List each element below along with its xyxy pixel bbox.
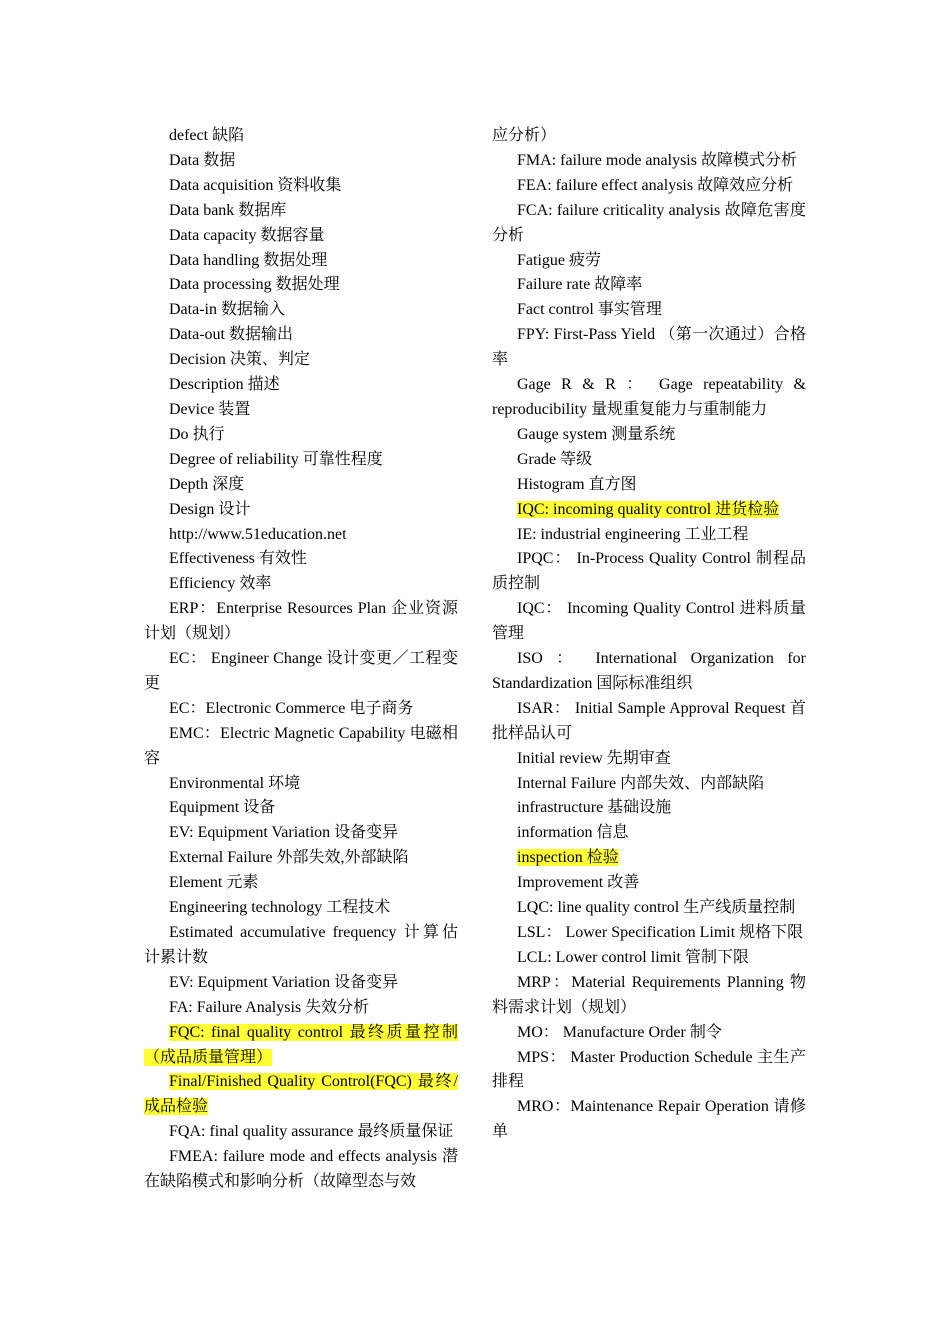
glossary-entry-text: ISAR： Initial Sample Approval Request 首批样品认可 — [492, 699, 806, 742]
glossary-entry — [144, 224, 458, 249]
glossary-entry-text: Histogram 直方图 — [517, 475, 637, 493]
glossary-entry — [144, 348, 458, 373]
glossary-entry-text: FQA: final quality assurance 最终质量保证 — [169, 1123, 454, 1141]
glossary-entry-text: IQC： Incoming Quality Control 进料质量管理 — [492, 600, 806, 643]
glossary-entry-text: Fatigue 疲劳 — [517, 251, 601, 269]
glossary-entry-text: Environmental 环境 — [169, 774, 301, 792]
glossary-entry — [144, 971, 458, 996]
glossary-entry — [144, 498, 458, 523]
glossary-entry-text: http://www.51education.net — [169, 525, 347, 543]
glossary-entry — [144, 273, 458, 298]
glossary-entry — [492, 523, 806, 548]
glossary-entry — [144, 846, 458, 871]
glossary-entry — [492, 821, 806, 846]
glossary-entry — [492, 448, 806, 473]
glossary-entry — [492, 199, 806, 249]
glossary-entry — [144, 1070, 458, 1120]
glossary-entry-text: MO： Manufacture Order 制令 — [517, 1023, 722, 1041]
glossary-entry — [144, 547, 458, 572]
glossary-entry — [144, 448, 458, 473]
glossary-entry-text: Data acquisition 资料收集 — [169, 176, 342, 194]
glossary-entry — [144, 996, 458, 1021]
glossary-entry-text: Data processing 数据处理 — [169, 276, 340, 294]
glossary-entry-text: FA: Failure Analysis 失效分析 — [169, 998, 370, 1016]
glossary-entry — [144, 398, 458, 423]
glossary-entry — [144, 1120, 458, 1145]
glossary-entry — [492, 896, 806, 921]
glossary-entry — [492, 796, 806, 821]
glossary-entry-text: FQC: final quality control 最终质量控制（成品质量管理） — [144, 1023, 458, 1066]
glossary-entry-text: Gauge system 测量系统 — [517, 425, 676, 443]
glossary-entry-text: Do 执行 — [169, 425, 225, 443]
glossary-entry — [144, 896, 458, 921]
glossary-entry-text: Fact control 事实管理 — [517, 301, 662, 319]
glossary-entry — [144, 597, 458, 647]
glossary-entry-text: IQC: incoming quality control 进货检验 — [517, 500, 780, 518]
glossary-entry-text: Final/Finished Quality Control(FQC) 最终/成品检验 — [144, 1073, 458, 1116]
glossary-entry-text: IPQC： In-Process Quality Control 制程品质控制 — [492, 550, 806, 593]
glossary-entry — [144, 697, 458, 722]
glossary-entry-text: MRP：Material Requirements Planning 物料需求计划（规划） — [492, 973, 806, 1016]
right-column — [492, 124, 806, 1145]
glossary-entry — [144, 473, 458, 498]
glossary-entry-text: EMC：Electric Magnetic Capability 电磁相容 — [144, 724, 458, 767]
glossary-entry — [144, 149, 458, 174]
glossary-entry — [492, 373, 806, 423]
glossary-entry-text: EV: Equipment Variation 设备变异 — [169, 824, 399, 842]
glossary-entry — [144, 124, 458, 149]
glossary-entry — [144, 373, 458, 398]
glossary-entry-text: Efficiency 效率 — [169, 575, 272, 593]
glossary-entry — [144, 772, 458, 797]
glossary-entry — [492, 298, 806, 323]
glossary-entry-text: Initial review 先期审查 — [517, 749, 671, 767]
glossary-entry — [144, 572, 458, 597]
glossary-entry — [144, 1145, 458, 1195]
glossary-entry — [492, 647, 806, 697]
glossary-entry — [492, 249, 806, 274]
glossary-entry-text: Internal Failure 内部失效、内部缺陷 — [517, 774, 765, 792]
glossary-entry-text: Data handling 数据处理 — [169, 251, 328, 269]
glossary-entry-text: LCL: Lower control limit 管制下限 — [517, 948, 749, 966]
glossary-entry-text: inspection 检验 — [517, 849, 619, 867]
glossary-entry-text: Data-in 数据输入 — [169, 301, 285, 319]
glossary-entry — [492, 871, 806, 896]
glossary-entry — [492, 174, 806, 199]
glossary-entry — [492, 772, 806, 797]
glossary-entry-text: Depth 深度 — [169, 475, 245, 493]
glossary-entry-text: EC：Electronic Commerce 电子商务 — [169, 699, 414, 717]
glossary-entry — [144, 323, 458, 348]
glossary-entry — [144, 722, 458, 772]
left-column — [144, 124, 458, 1195]
glossary-entry — [492, 1021, 806, 1046]
glossary-entry-text: Improvement 改善 — [517, 874, 640, 892]
glossary-entry — [492, 547, 806, 597]
glossary-entry — [492, 971, 806, 1021]
glossary-entry-text: Device 装置 — [169, 400, 251, 418]
glossary-entry — [144, 921, 458, 971]
glossary-entry-text: FCA: failure criticality analysis 故障危害度分析 — [492, 201, 806, 244]
glossary-entry — [492, 1046, 806, 1096]
glossary-entry-text: Engineering technology 工程技术 — [169, 899, 391, 917]
glossary-entry-text: Grade 等级 — [517, 450, 593, 468]
glossary-entry — [492, 846, 806, 871]
glossary-entry-text: ISO ： International Organization for Standardization 国际标准组织 — [492, 650, 806, 692]
glossary-entry — [492, 946, 806, 971]
glossary-entry-text: FPY: First-Pass Yield （第一次通过）合格率 — [492, 326, 806, 369]
glossary-entry-text: Data-out 数据输出 — [169, 326, 293, 344]
glossary-entry-text: Failure rate 故障率 — [517, 276, 643, 294]
glossary-entry-text: IE: industrial engineering 工业工程 — [517, 525, 749, 543]
glossary-entry-text: Element 元素 — [169, 874, 259, 892]
glossary-entry — [144, 523, 458, 548]
glossary-entry — [492, 921, 806, 946]
glossary-entry-text: infrastructure 基础设施 — [517, 799, 672, 817]
glossary-entry — [144, 871, 458, 896]
glossary-entry — [492, 323, 806, 373]
glossary-entry-text: Data bank 数据库 — [169, 201, 287, 219]
glossary-entry-text: MRO：Maintenance Repair Operation 请修单 — [492, 1098, 806, 1141]
glossary-entry-text: Estimated accumulative frequency 计算估计累计数 — [144, 924, 458, 966]
glossary-entry-text: Description 描述 — [169, 376, 280, 394]
glossary-entry-text: Gage R & R ： Gage repeatability & reproducibility 量规重复能力与重制能力 — [492, 376, 806, 418]
glossary-entry — [144, 249, 458, 274]
glossary-entry — [144, 298, 458, 323]
glossary-entry — [492, 498, 806, 523]
glossary-entry-text: Data 数据 — [169, 151, 236, 169]
glossary-entry-text: Degree of reliability 可靠性程度 — [169, 450, 383, 468]
glossary-entry — [144, 796, 458, 821]
glossary-entry-text: Data capacity 数据容量 — [169, 226, 325, 244]
glossary-entry-text: information 信息 — [517, 824, 629, 842]
glossary-entry-text: defect 缺陷 — [169, 127, 245, 144]
glossary-entry-text: 应分析） — [492, 127, 557, 144]
glossary-entry-text: EC： Engineer Change 设计变更／工程变更 — [144, 650, 458, 692]
glossary-entry — [144, 174, 458, 199]
glossary-entry-text: LSL： Lower Specification Limit 规格下限 — [517, 924, 804, 941]
glossary-entry-text: External Failure 外部失效,外部缺陷 — [169, 849, 409, 867]
glossary-entry — [492, 597, 806, 647]
glossary-entry — [492, 473, 806, 498]
glossary-entry-text: LQC: line quality control 生产线质量控制 — [517, 899, 796, 917]
glossary-entry-text: FEA: failure effect analysis 故障效应分析 — [517, 176, 794, 194]
glossary-entry-text: Equipment 设备 — [169, 799, 276, 817]
glossary-entry-text: FMEA: failure mode and effects analysis 潜在缺陷模式和影响分析（故障型态与效 — [144, 1148, 458, 1191]
glossary-entry-text: FMA: failure mode analysis 故障模式分析 — [517, 151, 797, 169]
glossary-entry — [144, 199, 458, 224]
glossary-entry — [492, 747, 806, 772]
glossary-entry-text: Decision 决策、判定 — [169, 351, 310, 369]
glossary-entry — [144, 821, 458, 846]
glossary-entry — [144, 423, 458, 448]
glossary-entry-text: Effectiveness 有效性 — [169, 550, 307, 568]
glossary-entry-text: EV: Equipment Variation 设备变异 — [169, 973, 399, 991]
glossary-entry-text: Design 设计 — [169, 500, 251, 518]
glossary-entry — [492, 149, 806, 174]
glossary-entry-text: ERP：Enterprise Resources Plan 企业资源计划（规划） — [144, 600, 458, 643]
glossary-entry — [492, 273, 806, 298]
glossary-entry — [144, 1021, 458, 1071]
glossary-entry — [492, 124, 806, 149]
glossary-entry-text: MPS： Master Production Schedule 主生产排程 — [492, 1048, 806, 1091]
glossary-entry — [144, 647, 458, 697]
glossary-entry — [492, 697, 806, 747]
glossary-entry — [492, 1095, 806, 1145]
glossary-entry — [492, 423, 806, 448]
